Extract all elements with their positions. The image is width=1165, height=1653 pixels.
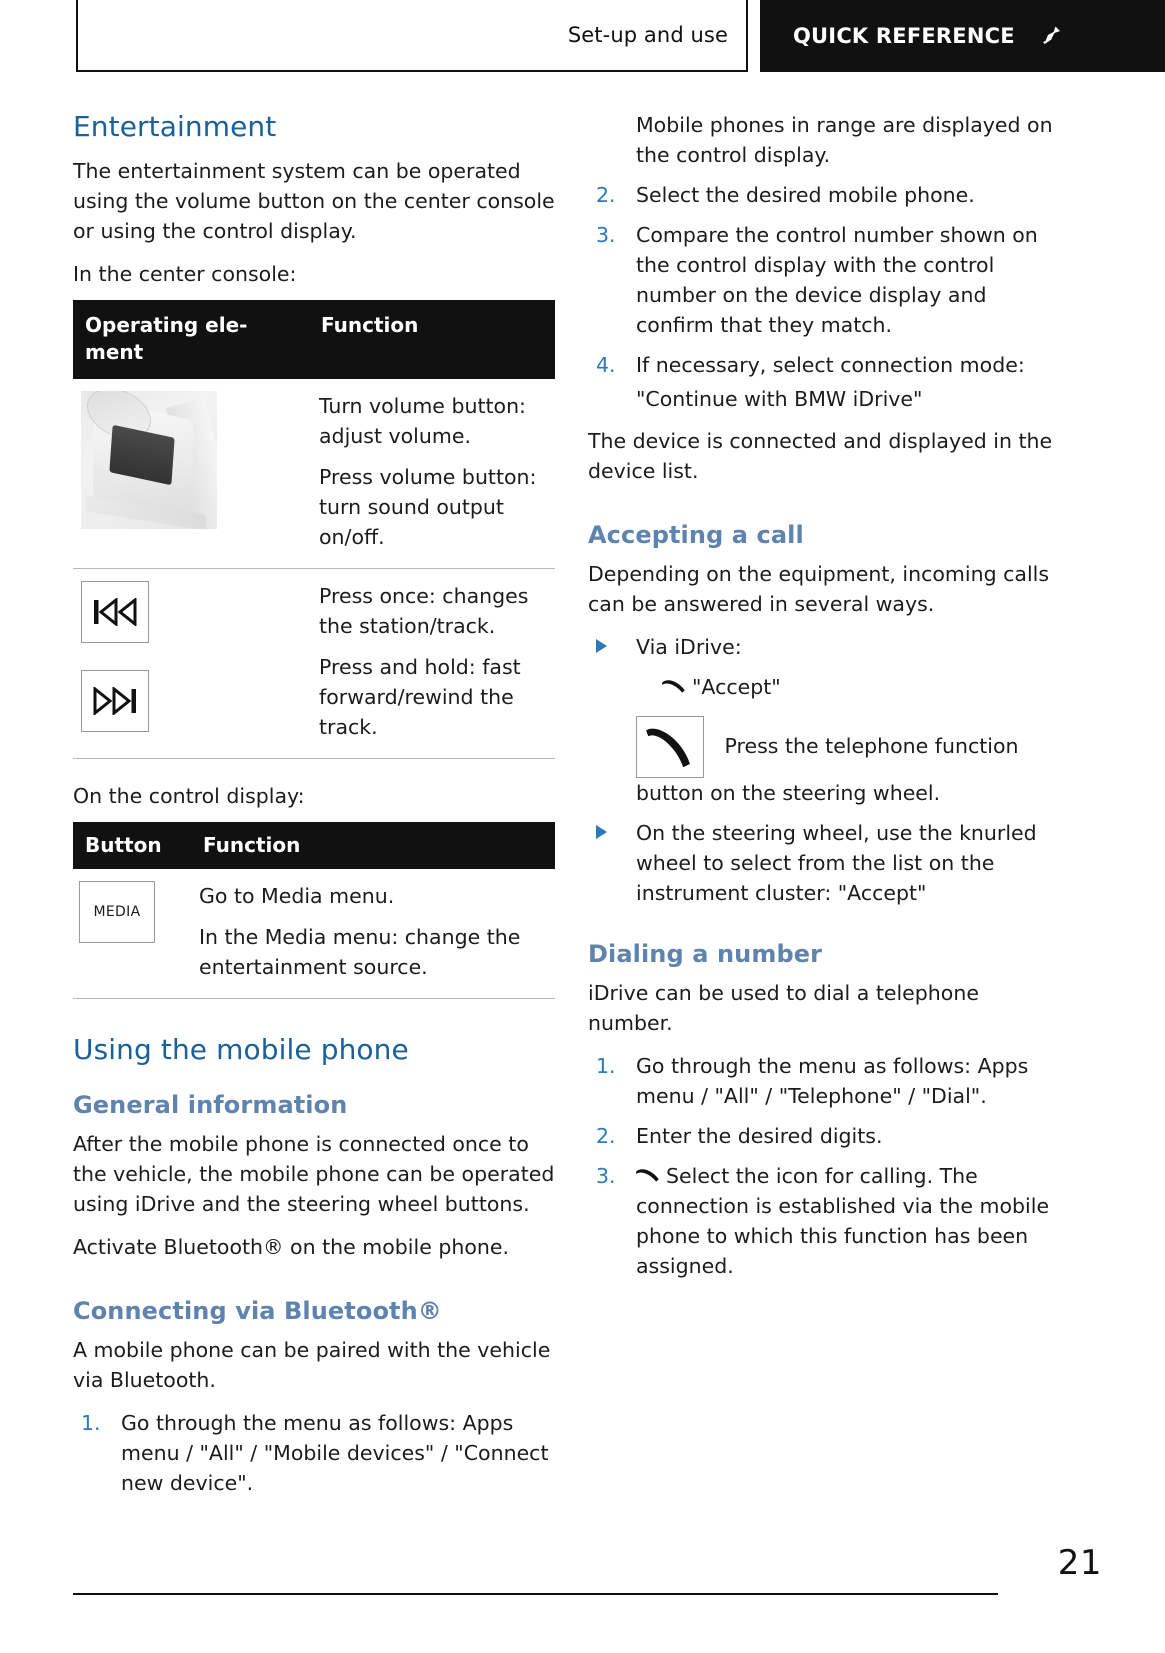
step-number: 2. <box>596 183 616 207</box>
list-item-text: On the steering wheel, use the knurled wheel to select from the list on the instrument cluster: "Accept" <box>636 821 1037 905</box>
bluetooth-steps-continued-list <box>588 180 1070 380</box>
connection-mode-option: "Continue with BMW iDrive" <box>636 387 923 411</box>
list-item-text: Via iDrive: <box>636 635 742 659</box>
track-line-2: Press and hold: fast forward/rewind the track. <box>319 655 521 739</box>
step-text: Select the desired mobile phone. <box>636 183 975 207</box>
step-number: 1. <box>596 1054 616 1078</box>
spacer <box>73 999 555 1033</box>
col-header-function: Function <box>309 300 555 379</box>
media-button-cell <box>73 869 191 999</box>
accepting-call-intro: Depending on the equipment, incoming calls can be answered in several ways. <box>588 562 1050 616</box>
general-information-heading: General information <box>73 1091 348 1119</box>
step-text: Go through the menu as follows: Apps menu / "All" / "Mobile devices" / "Connect new device". <box>121 1411 549 1495</box>
table-row <box>73 869 555 999</box>
col-header-operating-element: Operating ele- ment <box>73 300 309 379</box>
list-item <box>588 350 1070 380</box>
accept-voice-command-row <box>588 672 1070 702</box>
list-item <box>588 180 1070 210</box>
table-header-row <box>73 300 555 379</box>
accept-voice-command-text: "Accept" <box>692 675 781 699</box>
dialing-intro: iDrive can be used to dial a telephone number. <box>588 981 979 1035</box>
center-console-table <box>73 300 555 759</box>
step-text: If necessary, select connection mode: <box>636 353 1025 377</box>
volume-line-1: Turn volume button: adjust volume. <box>319 394 526 448</box>
track-function-cell <box>309 569 555 759</box>
volume-function-cell <box>309 379 555 569</box>
step-text: Go through the menu as follows: Apps menu / "All" / "Telephone" / "Dial". <box>636 1054 1029 1108</box>
track-buttons-cell <box>73 569 309 759</box>
accepting-call-list <box>588 632 1070 662</box>
volume-knob-photo <box>81 391 217 529</box>
spacer <box>588 499 1070 521</box>
section-tag-label: QUICK REFERENCE <box>793 24 1015 48</box>
page-number: 21 <box>1057 1543 1102 1583</box>
dialing-steps-list <box>588 1051 1070 1281</box>
col-header-button: Button <box>73 822 191 869</box>
step-number: 3. <box>596 223 616 247</box>
telephone-button-text: Press the telephone function button on the steering wheel. <box>636 734 1019 805</box>
list-item <box>588 1121 1070 1151</box>
spacer <box>73 1079 555 1091</box>
accepting-call-heading: Accepting a call <box>588 521 804 549</box>
bluetooth-step-continuation: Mobile phones in range are displayed on the control display. <box>636 113 1053 167</box>
step-number: 2. <box>596 1124 616 1148</box>
volume-line-2: Press volume button: turn sound output on/off. <box>319 465 537 549</box>
mobile-phone-heading: Using the mobile phone <box>73 1033 409 1066</box>
media-line-1: Go to Media menu. <box>199 884 395 908</box>
section-tag-box <box>760 0 1165 72</box>
col-header-function-2: Function <box>191 822 555 869</box>
media-button-label: MEDIA <box>93 904 141 920</box>
device-connected-note: The device is connected and displayed in the device list. <box>588 429 1053 483</box>
media-function-cell <box>191 869 555 999</box>
breadcrumb: Set-up and use <box>567 23 728 47</box>
triangle-bullet-icon <box>596 825 607 839</box>
spacer <box>588 918 1070 940</box>
step-text: Enter the desired digits. <box>636 1124 883 1148</box>
right-column <box>588 110 1070 1291</box>
footer-divider <box>73 1593 998 1595</box>
entertainment-intro: The entertainment system can be operated using the volume button on the center console or using the control display. <box>73 159 555 243</box>
center-console-lead-in: In the center console: <box>73 262 297 286</box>
triangle-bullet-icon <box>596 639 607 653</box>
general-paragraph-1: After the mobile phone is connected once to the vehicle, the mobile phone can be operated using iDrive and the steering wheel buttons. <box>73 1132 555 1216</box>
entertainment-heading: Entertainment <box>73 110 277 143</box>
list-item <box>588 818 1070 908</box>
list-item <box>588 1051 1070 1111</box>
list-item <box>588 632 1070 662</box>
previous-track-icon <box>81 581 149 643</box>
bluetooth-paragraph: A mobile phone can be paired with the vehicle via Bluetooth. <box>73 1338 551 1392</box>
left-column <box>73 110 555 1508</box>
list-item <box>73 1408 555 1498</box>
track-line-1: Press once: changes the station/track. <box>319 584 529 638</box>
handset-icon <box>636 1165 660 1187</box>
step-number: 4. <box>596 353 616 377</box>
general-paragraph-2: Activate Bluetooth® on the mobile phone. <box>73 1235 509 1259</box>
bluetooth-steps-list <box>73 1408 555 1498</box>
table-header-row <box>73 822 555 869</box>
list-item <box>588 1161 1070 1281</box>
handset-button-icon <box>636 716 704 778</box>
connecting-bluetooth-heading: Connecting via Bluetooth® <box>73 1297 442 1325</box>
step-number: 3. <box>596 1164 616 1188</box>
next-track-icon <box>81 670 149 732</box>
dialing-number-heading: Dialing a number <box>588 940 823 968</box>
control-display-lead-in: On the control display: <box>73 784 305 808</box>
step-number: 1. <box>81 1411 101 1435</box>
control-display-table <box>73 822 555 999</box>
handset-icon <box>662 676 686 698</box>
page-header <box>0 0 1165 75</box>
media-button-icon <box>79 881 155 943</box>
pushpin-icon <box>1035 22 1065 52</box>
volume-knob-photo-cell <box>73 379 309 569</box>
spacer <box>73 759 555 781</box>
table-row <box>73 569 555 759</box>
list-item <box>588 220 1070 340</box>
breadcrumb-box <box>76 0 748 72</box>
telephone-button-row <box>588 716 1070 808</box>
table-row <box>73 379 555 569</box>
step-text: Compare the control number shown on the control display with the control number on the device display and confirm that they match. <box>636 223 1038 337</box>
media-line-2: In the Media menu: change the entertainment source. <box>199 925 521 979</box>
accepting-call-list-2 <box>588 818 1070 908</box>
step-text: Select the icon for calling. The connection is established via the mobile phone to which this function has been assigned. <box>636 1164 1050 1278</box>
spacer <box>73 1275 555 1297</box>
